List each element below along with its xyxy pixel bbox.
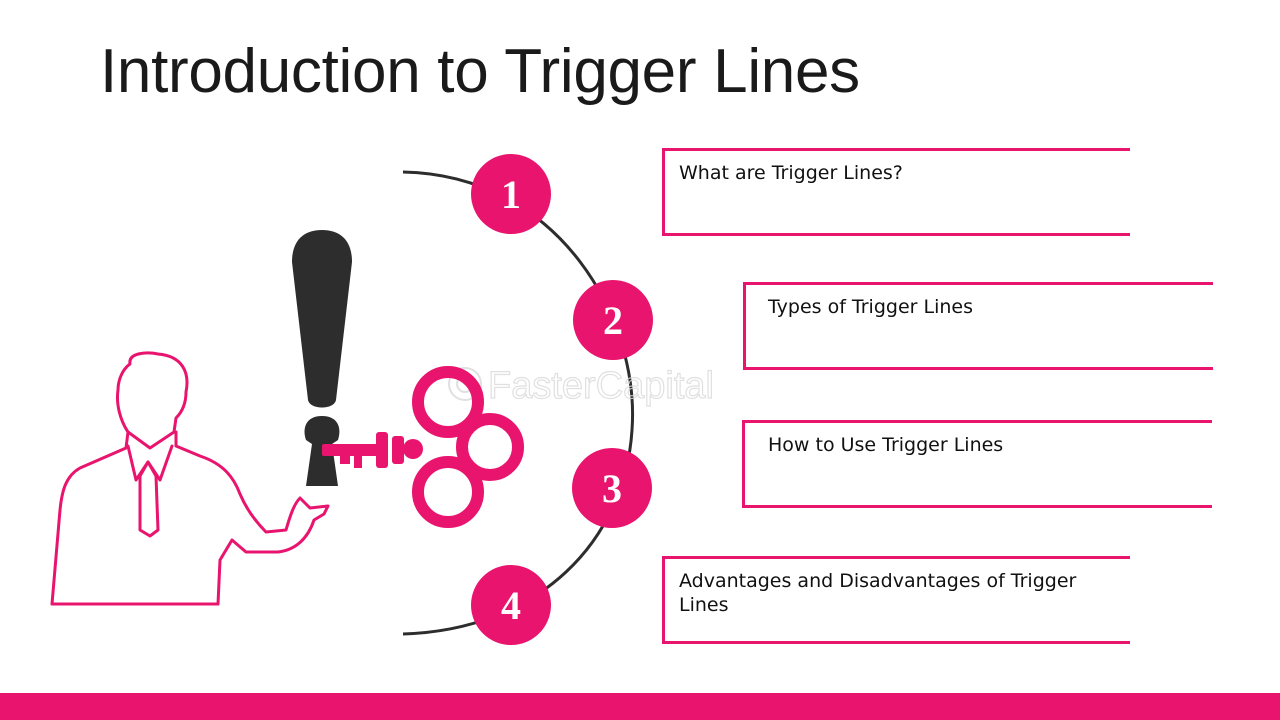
step-badge-4 — [471, 565, 551, 645]
slide-title: Introduction to Trigger Lines — [100, 37, 860, 106]
watermark-text: FasterCapital — [488, 365, 714, 407]
step-number-3: 3 — [602, 466, 622, 511]
step-badge-3 — [572, 448, 652, 528]
step-number-4: 4 — [501, 583, 521, 628]
step-number-1: 1 — [501, 172, 521, 217]
step-label-4: Advantages and Disadvantages of Trigger Lines — [679, 570, 1077, 616]
step-badge-2 — [573, 280, 653, 360]
step-label-1: What are Trigger Lines? — [679, 162, 903, 184]
step-label-3: How to Use Trigger Lines — [768, 434, 1004, 456]
step-number-2: 2 — [603, 298, 623, 343]
footer-accent-bar — [0, 693, 1280, 720]
step-card-4 — [662, 556, 1130, 644]
watermark-logo — [449, 365, 714, 407]
step-label-2: Types of Trigger Lines — [768, 296, 973, 318]
step-card-1 — [662, 148, 1130, 236]
businessman-outline-icon — [52, 353, 328, 604]
step-badge-1 — [471, 154, 551, 234]
step-card-3 — [742, 420, 1212, 508]
step-card-2 — [743, 282, 1213, 370]
